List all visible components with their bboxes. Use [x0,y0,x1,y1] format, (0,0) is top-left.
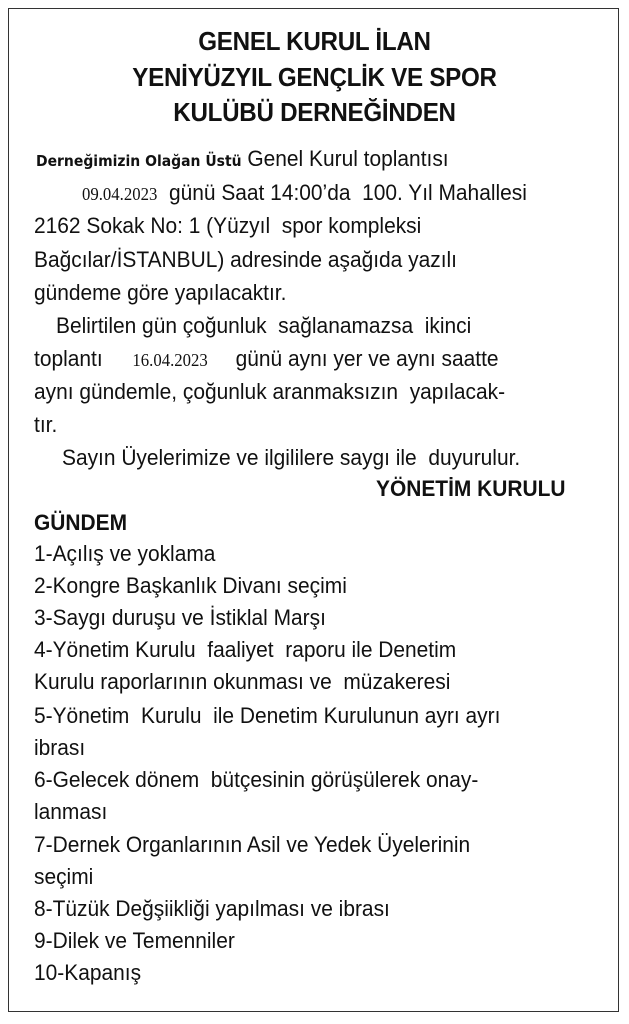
agenda-line: 10-Kapanış [34,960,142,985]
intro-line-1 [36,146,449,172]
title-line-2: YENİYÜZYIL GENÇLİK VE SPOR [132,62,497,92]
second-line-2-prefix: toplantı [34,346,103,371]
intro-line-4: Bağcılar/İSTANBUL) adresinde aşağıda yazılı [34,247,457,272]
agenda-line: 5-Yönetim Kurulu ile Denetim Kurulunun ayrı ayrı [34,703,501,728]
intro-line-2-rest: günü Saat 14:00’da 100. Yıl Mahallesi [157,180,527,205]
agenda-line: Kurulu raporlarının okunması ve müzakeresi [34,669,451,694]
intro-line-1-rest: Genel Kurul toplantısı [241,146,449,171]
agenda-line: seçimi [34,864,94,889]
second-line-2-rest: günü aynı yer ve aynı saatte [235,346,499,371]
intro-line-5: gündeme göre yapılacaktır. [34,280,287,305]
agenda-line: 1-Açılış ve yoklama [34,541,216,566]
meeting-date: 09.04.2023 [82,184,158,204]
agenda-line: 4-Yönetim Kurulu faaliyet raporu ile Denetim [34,637,457,662]
agenda-line: 7-Dernek Organlarının Asil ve Yedek Üyelerinin [34,832,471,857]
agenda-line: ibrası [34,735,86,760]
agenda-line: 9-Dilek ve Temenniler [34,928,235,953]
agenda-line: lanması [34,799,108,824]
agenda-line: 8-Tüzük Değşiikliği yapılması ve ibrası [34,896,390,921]
intro-line-2 [82,180,527,206]
agenda-heading: GÜNDEM [34,510,127,535]
agenda-line: 6-Gelecek dönem bütçesinin görüşülerek onay- [34,767,479,792]
second-line-1: Belirtilen gün çoğunluk sağlanamazsa ikinci [56,313,472,338]
second-meeting-date: 16.04.2023 [132,350,208,370]
intro-line-3: 2162 Sokak No: 1 (Yüzyıl spor kompleksi [34,213,422,238]
closing-signature: YÖNETİM KURULU [376,476,566,501]
intro-prefix: Derneğimizin Olağan Üstü [36,152,242,170]
closing-greeting: Sayın Üyelerimize ve ilgililere saygı ile duyurulur. [62,445,521,470]
agenda-line: 2-Kongre Başkanlık Divanı seçimi [34,573,347,598]
second-line-2 [34,346,499,372]
second-line-3: aynı gündemle, çoğunluk aranmaksızın yapılacak- [34,379,506,404]
second-line-4: tır. [34,412,58,437]
agenda-line: 3-Saygı duruşu ve İstiklal Marşı [34,605,326,630]
title-line-3: KULÜBÜ DERNEĞİNDEN [173,97,456,127]
title-line-1: GENEL KURUL İLAN [198,26,431,56]
